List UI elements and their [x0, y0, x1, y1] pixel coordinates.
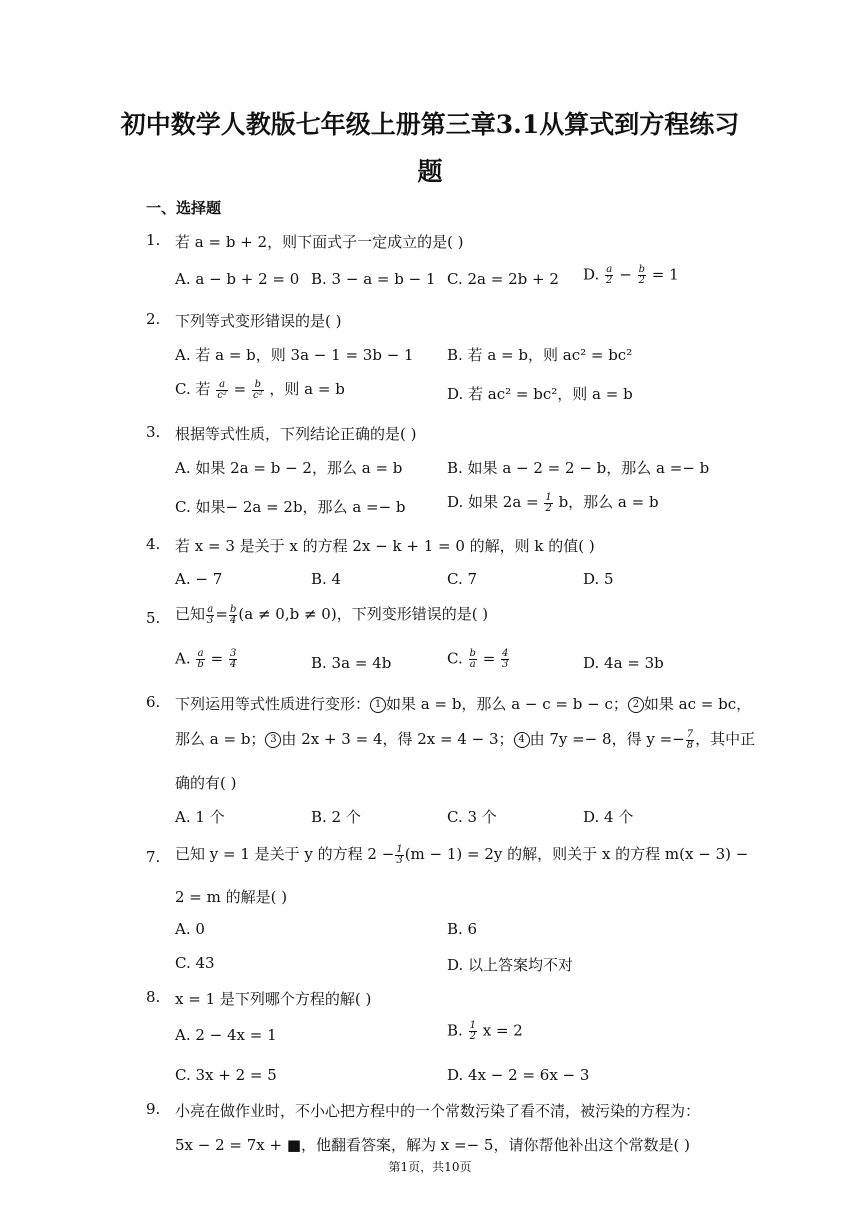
expression-tail: = 1 [651, 265, 679, 284]
question-line [175, 843, 748, 866]
question-number: 7. [146, 848, 161, 866]
option-d: D. 以上答案均不对 [447, 956, 574, 974]
question-line [175, 693, 751, 714]
fraction [469, 1021, 477, 1042]
fraction [196, 649, 204, 670]
option-b: B. 2 个 [311, 808, 361, 826]
question-stem: x = 1 是下列哪个方程的解( ) [175, 990, 372, 1008]
question-number: 9. [146, 1100, 161, 1118]
numerator: 7 [686, 728, 694, 740]
numerator: 1 [396, 843, 403, 855]
denominator: 8 [686, 739, 694, 751]
numerator: 3 [229, 648, 237, 659]
denominator: 2 [469, 1031, 476, 1042]
option-c: C. 3x + 2 = 5 [175, 1066, 277, 1084]
option-c [175, 378, 345, 401]
circled-number: 3 [265, 732, 281, 748]
denominator: 3 [502, 659, 509, 670]
numerator: b [229, 603, 237, 615]
circled-number: 4 [514, 732, 530, 748]
fraction [229, 649, 237, 670]
question-line: 2 = m 的解是( ) [175, 888, 288, 906]
option-c: C. 3 个 [447, 808, 497, 826]
question-line: 确的有( ) [175, 774, 237, 792]
numerator: a [197, 648, 204, 659]
page-title-continued: 题 [417, 157, 443, 186]
numerator: a [207, 603, 214, 615]
denominator: c² [217, 389, 227, 401]
question-stem: 若 a = b + 2，则下面式子一定成立的是( ) [175, 233, 464, 251]
option-a: A. − 7 [175, 570, 223, 588]
fraction [469, 649, 477, 670]
operator: − [619, 265, 632, 284]
option-b [447, 1021, 523, 1042]
expression-tail: ，则 a = b [269, 380, 345, 398]
option-a: A. a − b + 2 = 0 [175, 270, 300, 288]
text-segment: 已知 y = 1 是关于 y 的方程 2 − [175, 845, 395, 863]
page-footer: 第1页，共10页 [388, 1160, 472, 1174]
option-d: D. 4 个 [583, 808, 634, 826]
option-b: B. 3 − a = b − 1 [311, 270, 436, 288]
page-title: 初中数学人教版七年级上册第三章3.1从算式到方程练习 [120, 110, 740, 139]
numerator: a [216, 380, 228, 391]
option-d: D. 4x − 2 = 6x − 3 [447, 1066, 590, 1084]
text-segment: 由 7y =− 8，得 y =− [529, 730, 685, 748]
fraction [206, 605, 214, 626]
option-b: B. 如果 a − 2 = 2 − b，那么 a =− b [447, 459, 710, 477]
question-line: 小亮在做作业时，不小心把方程中的一个常数污染了看不清，被污染的方程为： [175, 1102, 701, 1120]
denominator: 2 [545, 502, 552, 514]
option-d: D. 5 [583, 570, 614, 588]
option-b: B. 3a = 4b [311, 654, 392, 672]
operator: = [233, 380, 247, 398]
fraction [216, 380, 228, 401]
question-number: 4. [146, 535, 161, 553]
denominator: 3 [396, 854, 403, 866]
option-label: A. [175, 649, 191, 668]
option-label: C. [447, 649, 463, 668]
numerator: 4 [502, 648, 509, 659]
question-number: 8. [146, 988, 161, 1006]
fraction [252, 380, 264, 401]
denominator: a [469, 659, 476, 670]
option-a: A. 1 个 [175, 808, 225, 826]
option-label: D. [583, 265, 600, 284]
denominator: 2 [638, 275, 645, 286]
option-label: B. [447, 1021, 463, 1040]
text-segment: ，其中正 [695, 730, 756, 748]
question-stem [175, 603, 488, 626]
option-b: B. 若 a = b，则 ac² = bc² [447, 346, 633, 364]
numerator: b [252, 380, 264, 391]
expression-tail: x = 2 [482, 1021, 523, 1040]
section-heading: 一、选择题 [146, 199, 222, 217]
option-c: C. 2a = 2b + 2 [447, 270, 559, 288]
expression-tail: b，那么 a = b [558, 493, 659, 511]
option-d [447, 491, 659, 514]
denominator: c² [253, 389, 263, 401]
option-a [175, 649, 238, 670]
text-segment: (m − 1) = 2y 的解，则关于 x 的方程 m(x − 3) − [404, 845, 749, 863]
text-segment: 由 2x + 3 = 4，得 2x = 4 − 3； [281, 730, 514, 748]
option-label: D. 如果 2a = [447, 493, 539, 511]
question-number: 5. [146, 609, 161, 627]
denominator: b [197, 659, 204, 670]
numerator: 1 [469, 1020, 476, 1031]
option-d [583, 265, 679, 286]
stem-tail: (a ≠ 0,b ≠ 0)，下列变形错误的是( ) [238, 605, 489, 623]
option-c: C. 7 [447, 570, 478, 588]
numerator: a [606, 264, 613, 275]
text-segment: 下列运用等式性质进行变形： [175, 695, 371, 713]
text-segment: 那么 a = b； [175, 730, 266, 748]
option-a: A. 0 [175, 920, 205, 938]
fraction [229, 605, 237, 626]
fraction [395, 845, 403, 866]
stem-prefix: 已知 [175, 605, 206, 623]
question-number: 1. [146, 231, 161, 249]
option-d: D. 若 ac² = bc²，则 a = b [447, 385, 633, 403]
question-number: 3. [146, 423, 161, 441]
text-segment: 如果 ac = bc， [643, 695, 752, 713]
option-d: D. 4a = 3b [583, 654, 664, 672]
option-c [447, 649, 510, 670]
denominator: 4 [229, 614, 237, 626]
operator: = [482, 649, 496, 668]
option-b: B. 4 [311, 570, 342, 588]
denominator: 2 [606, 275, 613, 286]
option-b: B. 6 [447, 920, 478, 938]
question-stem: 若 x = 3 是关于 x 的方程 2x − k + 1 = 0 的解，则 k 的值( ) [175, 537, 595, 555]
fraction [686, 730, 694, 751]
question-line [175, 728, 755, 751]
question-number: 6. [146, 693, 161, 711]
question-number: 2. [146, 310, 161, 328]
fraction [501, 649, 509, 670]
option-c: C. 43 [175, 954, 215, 972]
operator: = [210, 649, 224, 668]
numerator: b [469, 648, 476, 659]
fraction [544, 493, 552, 514]
operator: = [215, 605, 228, 623]
text-segment: 如果 a = b，那么 a − c = b − c； [386, 695, 628, 713]
option-label: C. 若 [175, 380, 211, 398]
circled-number: 2 [628, 697, 644, 713]
option-c: C. 如果− 2a = 2b，那么 a =− b [175, 498, 406, 516]
question-line: 5x − 2 = 7x + ■，他翻看答案，解为 x =− 5，请你帮他补出这个常数是( ) [175, 1136, 690, 1154]
fraction [605, 265, 613, 286]
question-stem: 根据等式性质，下列结论正确的是( ) [175, 425, 417, 443]
circled-number: 1 [370, 697, 386, 713]
option-a: A. 2 − 4x = 1 [175, 1026, 277, 1044]
question-stem: 下列等式变形错误的是( ) [175, 312, 342, 330]
option-a: A. 如果 2a = b − 2，那么 a = b [175, 459, 403, 477]
numerator: b [638, 264, 645, 275]
numerator: 1 [545, 491, 552, 503]
denominator: 3 [207, 614, 214, 626]
denominator: 4 [229, 659, 237, 670]
option-a: A. 若 a = b，则 3a − 1 = 3b − 1 [175, 346, 414, 364]
fraction [638, 265, 646, 286]
